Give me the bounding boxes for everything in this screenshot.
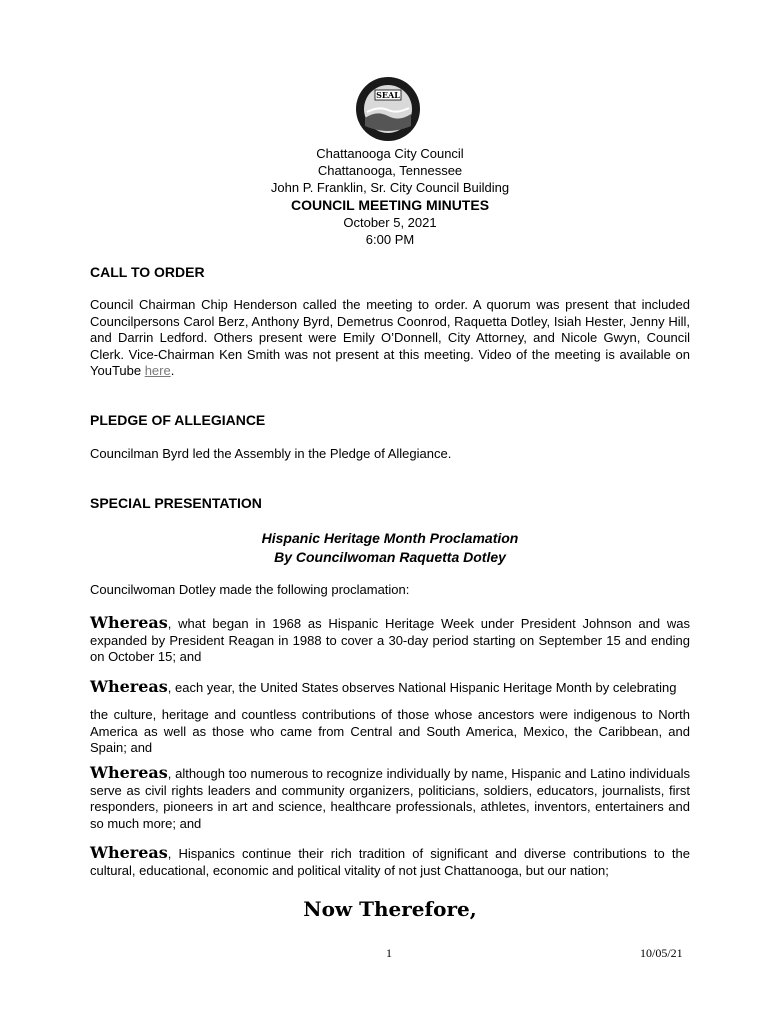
whereas-word: Whereas [90, 843, 168, 862]
whereas-clause-3: Whereas, although too numerous to recognize individually by name, Hispanic and Latino individuals serve as civil rights leaders and community organizers, politicians, soldiers, educators, journalists, first responders, pioneers in art and science, healthcare professionals, athletes, inventors, entertainers and so much more; and [90, 763, 690, 831]
council-name: Chattanooga City Council [316, 146, 464, 161]
city-seal-icon [355, 76, 421, 142]
whereas-clause-2-continued: the culture, heritage and countless contributions of those whose ancestors were indigenous to North America as well as those who came from Central and South America, Mexico, the Caribbean, and Spain; and [90, 707, 690, 755]
whereas-clause-1: Whereas, what began in 1968 as Hispanic Heritage Week under President Johnson and was expanded by President Reagan in 1988 to cover a 30-day period starting on September 15 and ending on October 15; and [90, 613, 690, 664]
city-state: Chattanooga, Tennessee [317, 163, 463, 178]
special-presentation-heading: SPECIAL PRESENTATION [90, 495, 262, 511]
call-to-order-heading: CALL TO ORDER [90, 264, 205, 280]
whereas-word: Whereas [90, 613, 168, 632]
document-header [90, 145, 690, 248]
proclamation-intro: Councilwoman Dotley made the following proclamation: [90, 582, 410, 597]
meeting-time: 6:00 PM [365, 232, 415, 247]
now-therefore-heading: Now Therefore, [303, 897, 477, 921]
youtube-link[interactable]: here [144, 363, 171, 378]
whereas-clause-4: Whereas, Hispanics continue their rich tradition of significant and diverse contributions to the cultural, educational, economic and political vitality of not just Chattanooga, but our nation; [90, 843, 690, 878]
whereas-word: Whereas [90, 763, 168, 782]
pledge-heading: PLEDGE OF ALLEGIANCE [90, 412, 266, 428]
building-name: John P. Franklin, Sr. City Council Building [270, 180, 510, 195]
footer-date: 10/05/21 [640, 946, 683, 960]
pledge-body: Councilman Byrd led the Assembly in the Pledge of Allegiance. [90, 446, 452, 461]
seal-text: SEAL [376, 90, 400, 100]
whereas-word: Whereas [90, 677, 168, 696]
whereas-clause-2: Whereas, each year, the United States observes National Hispanic Heritage Month by celebrating [90, 677, 677, 696]
call-to-order-body: Council Chairman Chip Henderson called the meeting to order. A quorum was present that included Councilpersons Carol Berz, Anthony Byrd, Demetrus Coonrod, Raquetta Dotley, Isiah Hester, Jenny Hill, and Darrin Ledford. Others present were Emily O’Donnell, City Attorney, and Nicole Gwyn, Council Clerk. Vice-Chairman Ken Smith was not present at this meeting. Video of the meeting is available on YouTube here. [90, 297, 690, 378]
proclamation-title: Hispanic Heritage Month Proclamation [261, 530, 519, 546]
page-title: COUNCIL MEETING MINUTES [290, 197, 490, 213]
meeting-date: October 5, 2021 [343, 215, 437, 230]
page-number: 1 [386, 946, 392, 960]
proclamation-subtitle: By Councilwoman Raquetta Dotley [274, 549, 506, 565]
